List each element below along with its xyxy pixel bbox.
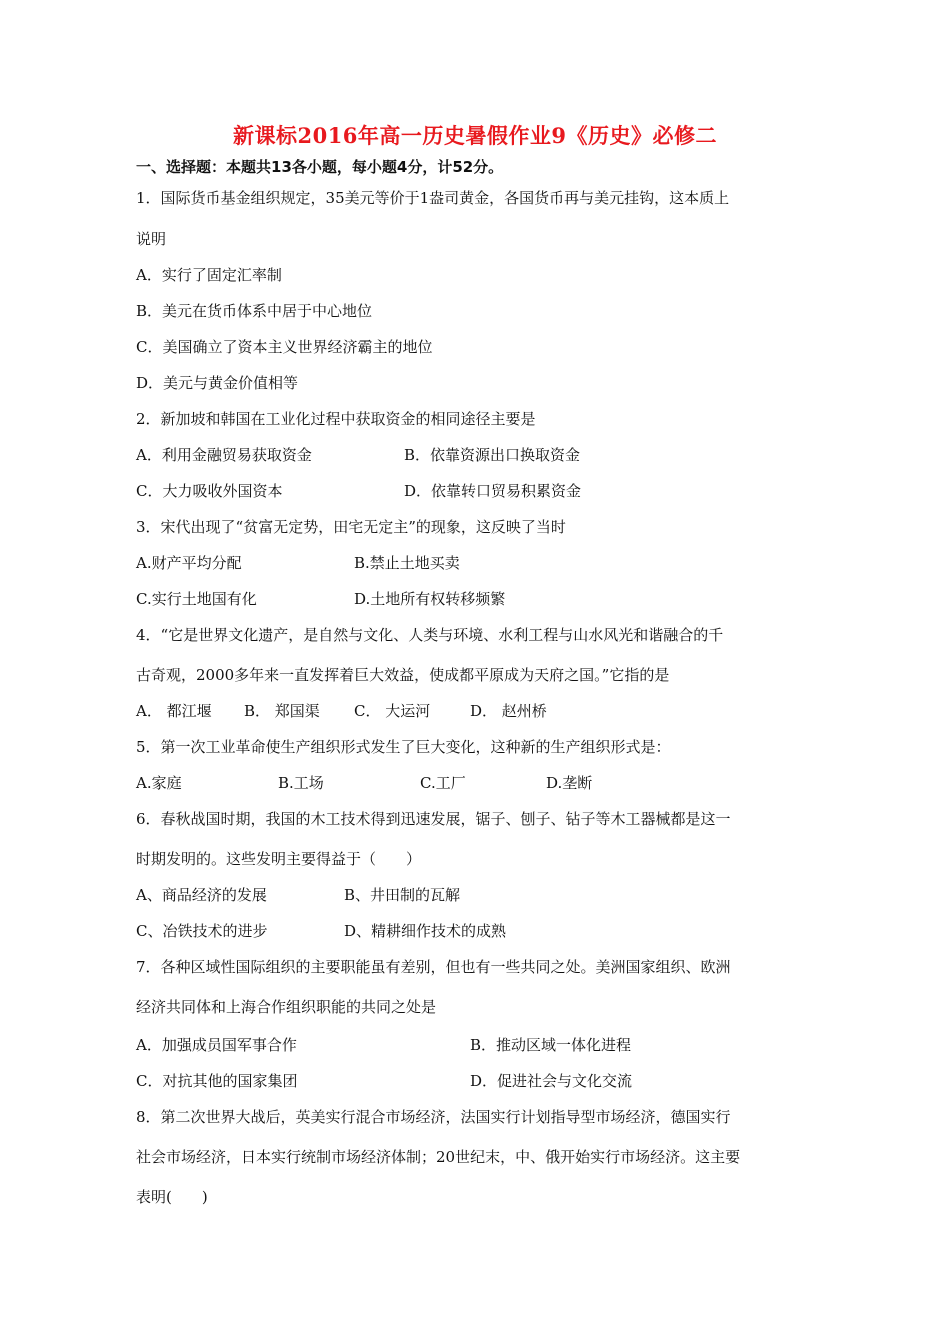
question-6-option-b: B、井田制的瓦解 — [344, 886, 461, 904]
question-4-option-d: D． 赵州桥 — [470, 702, 547, 720]
question-7-option-b: B．推动区域一体化进程 — [470, 1036, 632, 1054]
section-header: 一、选择题：本题共13各小题，每小题4分，计52分。 — [136, 158, 504, 176]
question-3-option-d: D.土地所有权转移频繁 — [354, 590, 506, 608]
question-8-stem-cont-2: 表明( ) — [136, 1188, 208, 1206]
question-8-stem-cont: 社会市场经济，日本实行统制市场经济体制；20世纪末，中、俄开始实行市场经济。这主要 — [136, 1148, 741, 1166]
question-1-option-b: B．美元在货币体系中居于中心地位 — [136, 302, 373, 320]
question-3-option-c: C.实行土地国有化 — [136, 590, 257, 608]
question-1-option-c: C．美国确立了资本主义世界经济霸主的地位 — [136, 338, 433, 356]
question-1-option-d: D．美元与黄金价值相等 — [136, 374, 299, 392]
question-1-stem: 1．国际货币基金组织规定，35美元等价于1盎司黄金，各国货币再与美元挂钩，这本质上 — [136, 189, 730, 207]
question-6-stem-cont: 时期发明的。这些发明主要得益于（ ） — [136, 850, 422, 868]
question-7-stem-cont: 经济共同体和上海合作组织职能的共同之处是 — [136, 998, 437, 1016]
question-6-stem: 6．春秋战国时期，我国的木工技术得到迅速发展，锯子、刨子、钻子等木工器械都是这一 — [136, 810, 731, 828]
question-5-option-b: B.工场 — [278, 774, 324, 792]
question-4-stem: 4．“它是世界文化遗产，是自然与文化、人类与环境、水利工程与山水风光和谐融合的千 — [136, 626, 724, 644]
question-4-option-c: C． 大运河 — [354, 702, 431, 720]
question-6-option-a: A、商品经济的发展 — [136, 886, 267, 904]
question-2-option-c: C．大力吸收外国资本 — [136, 482, 283, 500]
question-3-option-a: A.财产平均分配 — [136, 554, 242, 572]
question-7-stem: 7．各种区域性国际组织的主要职能虽有差别，但也有一些共同之处。美洲国家组织、欧洲 — [136, 958, 731, 976]
question-7-option-d: D．促进社会与文化交流 — [470, 1072, 633, 1090]
question-7-option-c: C．对抗其他的国家集团 — [136, 1072, 298, 1090]
question-5-option-c: C.工厂 — [420, 774, 466, 792]
question-5-option-d: D.垄断 — [546, 774, 593, 792]
question-2-option-b: B．依靠资源出口换取资金 — [404, 446, 581, 464]
question-4-option-b: B． 郑国渠 — [244, 702, 320, 720]
question-1-option-a: A．实行了固定汇率制 — [136, 266, 282, 284]
question-4-option-a: A． 都江堰 — [136, 702, 212, 720]
question-4-stem-cont: 古奇观，2000多年来一直发挥着巨大效益，使成都平原成为天府之国。”它指的是 — [136, 666, 670, 684]
question-2-stem: 2．新加坡和韩国在工业化过程中获取资金的相同途径主要是 — [136, 410, 536, 428]
question-5-option-a: A.家庭 — [136, 774, 182, 792]
question-2-option-d: D．依靠转口贸易积累资金 — [404, 482, 582, 500]
question-3-stem: 3．宋代出现了“贫富无定势，田宅无定主”的现象，这反映了当时 — [136, 518, 566, 536]
question-6-option-c: C、冶铁技术的进步 — [136, 922, 268, 940]
question-1-stem-cont: 说明 — [136, 230, 167, 248]
question-6-option-d: D、精耕细作技术的成熟 — [344, 922, 507, 940]
question-2-option-a: A．利用金融贸易获取资金 — [136, 446, 312, 464]
question-5-stem: 5．第一次工业革命使生产组织形式发生了巨大变化，这种新的生产组织形式是： — [136, 738, 671, 756]
question-3-option-b: B.禁止土地买卖 — [354, 554, 460, 572]
page-title: 新课标2016年高一历史暑假作业9《历史》必修二 — [232, 123, 718, 148]
question-7-option-a: A．加强成员国军事合作 — [136, 1036, 297, 1054]
question-8-stem: 8．第二次世界大战后，英美实行混合市场经济，法国实行计划指导型市场经济，德国实行 — [136, 1108, 731, 1126]
